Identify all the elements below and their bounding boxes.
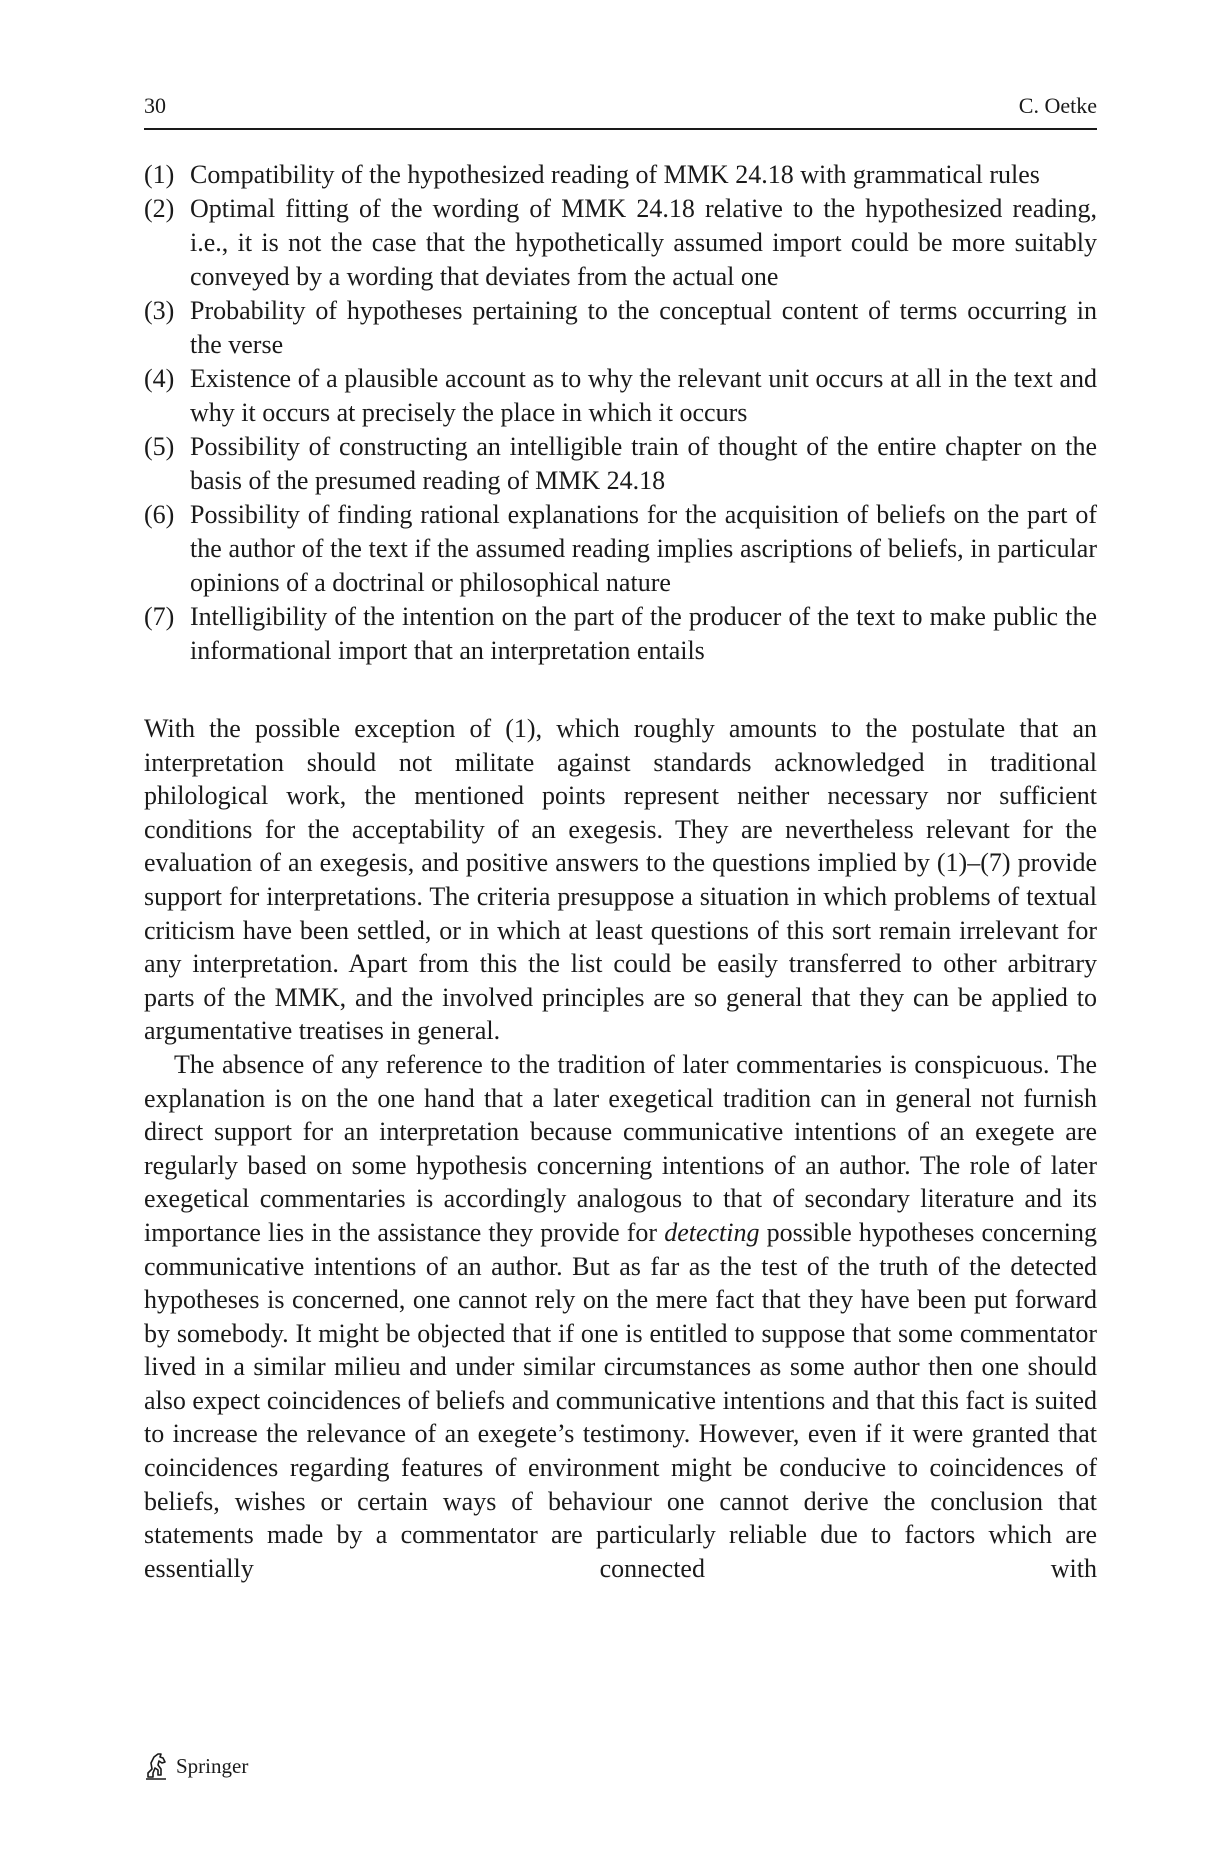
list-item-number: (2) xyxy=(144,194,175,223)
list-item-text: Possibility of constructing an intelligible train of thought of the entire chapter on the basis of the presumed reading of MMK 24.18 xyxy=(190,432,1097,495)
list-item-text: Intelligibility of the intention on the part of the producer of the text to make public the informational import that an interpretation entails xyxy=(190,602,1097,665)
page-number: 30 xyxy=(144,93,166,118)
body-text xyxy=(144,712,1097,1585)
criteria-list xyxy=(144,158,1097,668)
header-rule xyxy=(144,128,1097,130)
list-item xyxy=(144,294,1097,362)
paragraph-2-text-a: The absence of any reference to the tradition of later commentaries is conspicuous. The explanation is on the one hand that a later exegetical tradition can in general not furnish direct support for an interpretation because communicative intentions of an exegete are regularly based on some hypothesis concerning intentions of an author. The role of later exegetical commentaries is accordingly analogous to that of secondary literature and its importance lies in the assistance they provide for xyxy=(144,1049,1097,1247)
paragraph-2-text-b: possible hypotheses concerning communicative intentions of an author. But as far as the test of the truth of the detected hypotheses is concerned, one cannot rely on the mere fact that they have been put forward by somebody. It might be objected that if one is entitled to suppose that some commentator lived in a similar milieu and under similar circumstances as some author then one should also expect coincidences of beliefs and communicative intentions and that this fact is suited to increase the relevance of an exegete’s testimony. However, even if it were granted that coincidences regarding features of environment might be conducive to coincidences of beliefs, wishes or certain ways of behaviour one cannot derive the conclusion that statements made by a commentator are particularly reliable due to factors which are essentially connected with xyxy=(144,1217,1098,1583)
paragraph-1: With the possible exception of (1), which roughly amounts to the postulate that an interpretation should not militate against standards acknowledged in traditional philological work, the mentioned points represent neither necessary nor sufficient conditions for the acceptability of an exegesis. They are nevertheless relevant for the evaluation of an exegesis, and positive answers to the questions implied by (1)–(7) provide support for interpretations. The criteria presuppose a situation in which problems of textual criticism have been settled, or in which at least questions of this sort remain irrelevant for any interpretation. Apart from this the list could be easily transferred to other arbitrary parts of the MMK, and the involved principles are so general that they can be applied to argumentative treatises in general. xyxy=(144,714,1097,1046)
list-item xyxy=(144,362,1097,430)
list-item-number: (6) xyxy=(144,500,175,529)
list-item-number: (1) xyxy=(144,160,175,189)
list-item-number: (7) xyxy=(144,602,175,631)
list-item-text: Existence of a plausible account as to why the relevant unit occurs at all in the text and why it occurs at precisely the place in which it occurs xyxy=(190,364,1097,427)
list-item xyxy=(144,498,1097,600)
running-head-author: C. Oetke xyxy=(1018,93,1097,118)
list-item xyxy=(144,430,1097,498)
publisher-footer xyxy=(144,1746,248,1786)
list-item-number: (4) xyxy=(144,364,175,393)
list-item xyxy=(144,158,1097,192)
list-item-number: (5) xyxy=(144,432,175,461)
list-item-number: (3) xyxy=(144,296,175,325)
list-item xyxy=(144,192,1097,294)
list-item-text: Probability of hypotheses pertaining to the conceptual content of terms occurring in the verse xyxy=(190,296,1097,359)
springer-horse-icon xyxy=(144,1751,170,1781)
running-head xyxy=(144,88,1097,124)
list-item-text: Possibility of finding rational explanations for the acquisition of beliefs on the part of the author of the text if the assumed reading implies ascriptions of beliefs, in particular opinions of a doctrinal or philosophical nature xyxy=(190,500,1097,597)
list-item xyxy=(144,600,1097,668)
list-item-text: Optimal fitting of the wording of MMK 24.18 relative to the hypothesized reading, i.e., it is not the case that the hypothetically assumed import could be more suitably conveyed by a wording that deviates from the actual one xyxy=(190,194,1097,291)
emphasis-detecting: detecting xyxy=(664,1217,760,1247)
publisher-name: Springer xyxy=(176,1754,249,1778)
paragraph-2 xyxy=(144,1048,1097,1586)
list-item-text: Compatibility of the hypothesized reading of MMK 24.18 with grammatical rules xyxy=(190,160,1040,189)
